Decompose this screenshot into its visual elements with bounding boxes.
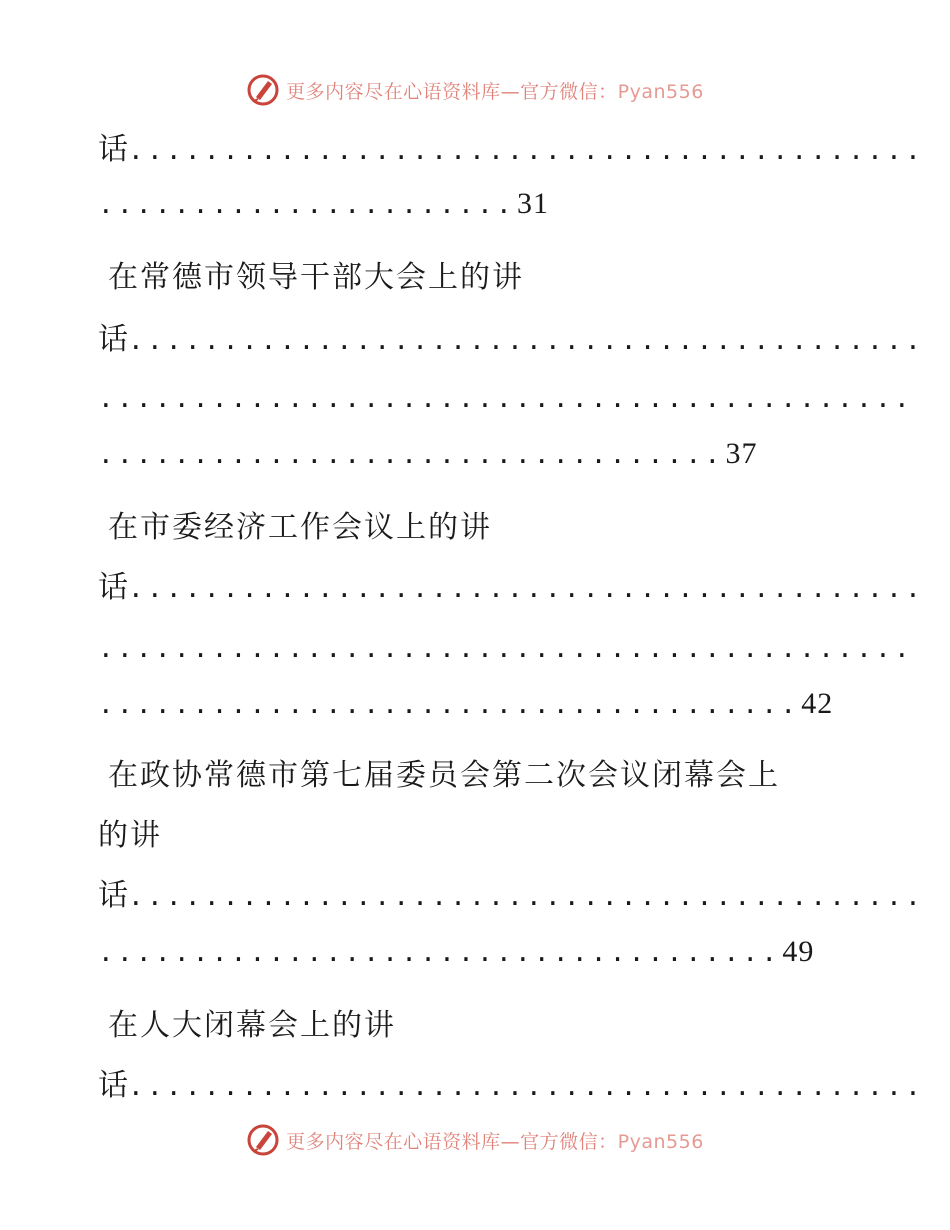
toc-line	[98, 1064, 925, 1108]
watermark-footer	[0, 1120, 950, 1160]
toc-entry-title[interactable]: 在人大闭幕会上的讲	[108, 1008, 396, 1043]
toc-line	[98, 432, 757, 476]
toc-entry-title[interactable]: 在市委经济工作会议上的讲	[108, 510, 492, 545]
toc-line	[98, 874, 925, 918]
toc-lead: 话	[98, 878, 128, 913]
toc-line	[98, 566, 925, 610]
toc-entry-title[interactable]: 在政协常德市第七届委员会第二次会议闭幕会上	[108, 758, 780, 793]
toc-dots: ...........................................	[98, 634, 913, 664]
toc-entry-title-cont[interactable]: 的讲	[98, 818, 162, 853]
toc-page: 31	[516, 187, 549, 220]
watermark-id: Pyan556	[617, 80, 704, 103]
toc-page: 49	[782, 935, 815, 968]
toc-line	[98, 376, 913, 420]
toc-line	[98, 128, 925, 172]
toc-line	[98, 318, 925, 362]
toc-lead: 话	[98, 322, 128, 357]
toc-lead: 话	[98, 570, 128, 605]
watermark-text: 更多内容尽在心语资料库—官方微信：	[286, 1130, 618, 1153]
toc-page: 42	[801, 687, 834, 720]
toc-dots: ..........................................	[128, 1072, 925, 1102]
toc-dots: .................................	[98, 440, 724, 470]
toc-dots: ..........................................	[128, 574, 925, 604]
toc-dots: ......................	[98, 190, 515, 220]
toc-line	[98, 930, 814, 974]
toc-line	[98, 626, 913, 670]
toc-line	[98, 182, 549, 226]
toc-dots: ..........................................	[128, 326, 925, 356]
watermark-text: 更多内容尽在心语资料库—官方微信：	[286, 80, 618, 103]
pen-seal-icon	[246, 73, 280, 107]
toc-lead: 话	[98, 1068, 128, 1103]
watermark-id: Pyan556	[617, 1130, 704, 1153]
toc-line	[98, 682, 833, 726]
toc-lead: 话	[98, 132, 128, 167]
toc-dots: ..........................................	[128, 882, 925, 912]
toc-dots: ....................................	[98, 938, 781, 968]
toc-dots: ..........................................	[128, 136, 925, 166]
toc-page: 37	[725, 437, 758, 470]
toc-entry-title[interactable]: 在常德市领导干部大会上的讲	[108, 260, 524, 295]
toc-dots: .....................................	[98, 690, 800, 720]
pen-seal-icon	[246, 1123, 280, 1157]
toc-dots: ...........................................	[98, 384, 913, 414]
watermark-header	[0, 70, 950, 110]
